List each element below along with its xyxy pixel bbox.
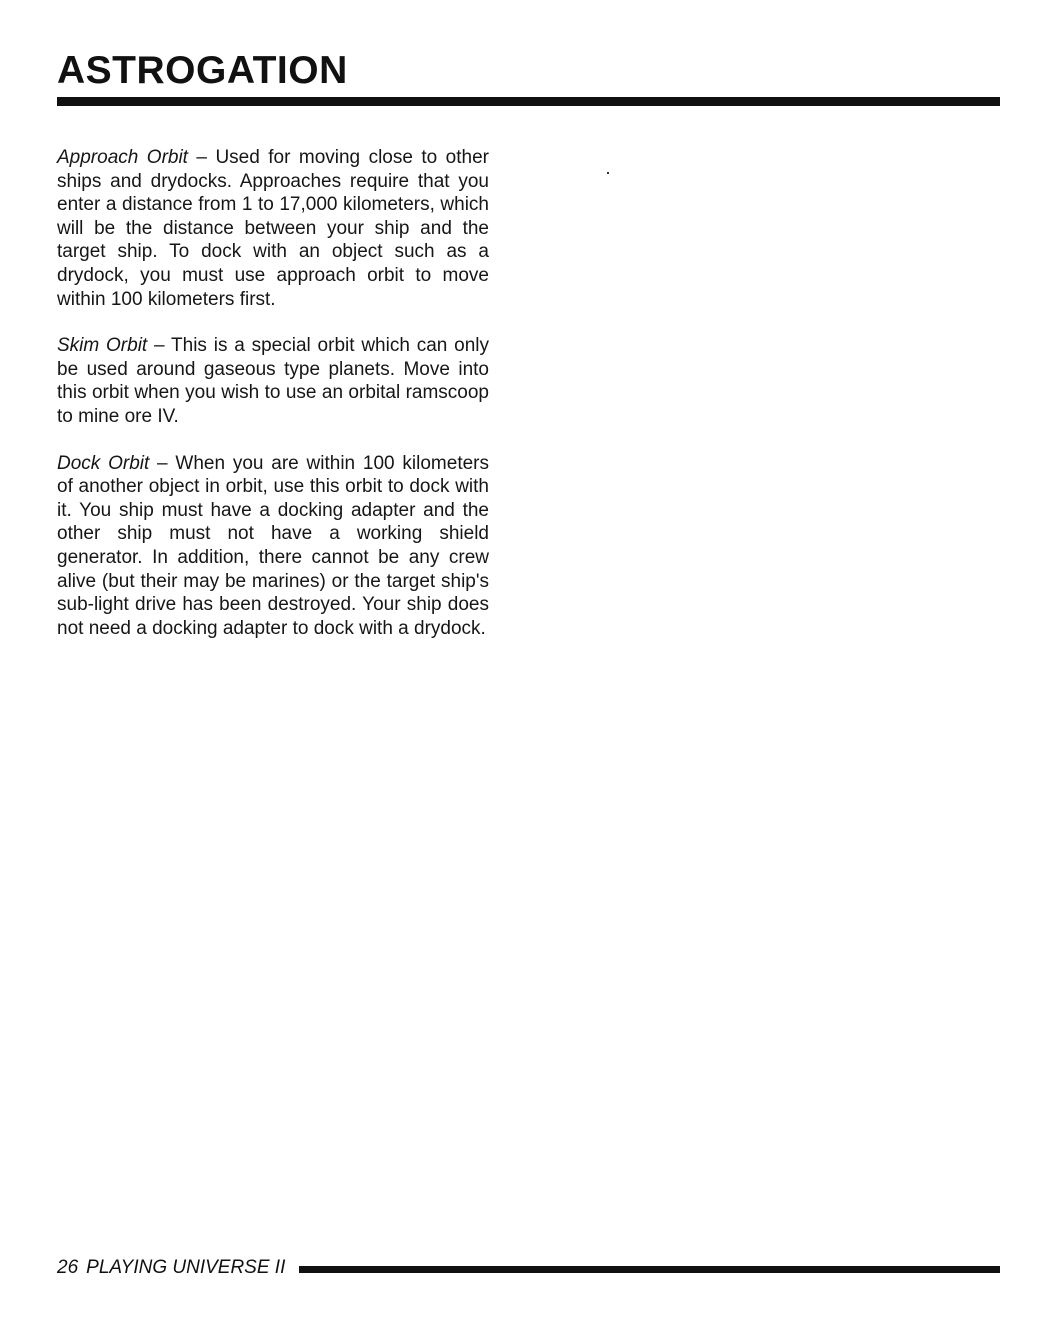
title-rule [57,97,1000,106]
approach-orbit-term: Approach Orbit [57,147,188,168]
page-number: 26 [57,1257,79,1278]
footer-label [57,1256,285,1280]
book-title: PLAYING UNIVERSE II [86,1257,286,1278]
skim-orbit-term: Skim Orbit [57,335,148,357]
skim-orbit-body: – This is a special orbit which can only be used around gaseous type planets. Move into this orbit when you wish to use an orbital ramscoop to mine ore IV. [57,335,489,427]
print-speck [607,172,609,174]
dock-orbit-paragraph [57,452,489,641]
page-title: ASTROGATION [57,49,348,92]
approach-orbit-paragraph [57,146,489,311]
dock-orbit-term: Dock Orbit [57,452,150,474]
page-footer [57,1255,1000,1281]
skim-orbit-paragraph [57,334,489,428]
footer-rule [299,1266,1000,1273]
text-column [57,146,489,663]
approach-orbit-body: – Used for moving close to other ships and drydocks. Approaches require that you enter a distance from 1 to 17,000 kilometers, which will be the distance between your ship and the target ship. To dock with an object such as a drydock, you must use approach orbit to move within 100 kilometers first. [57,147,489,310]
dock-orbit-body: – When you are within 100 kilometers of another object in orbit, use this orbit to dock with it. You ship must have a docking adapter and the other ship must not have a working shield generator. In addition, there cannot be any crew alive (but their may be marines) or the target ship's sub-light drive has been destroyed. Your ship does not need a docking adapter to dock with a drydock. [57,452,489,639]
